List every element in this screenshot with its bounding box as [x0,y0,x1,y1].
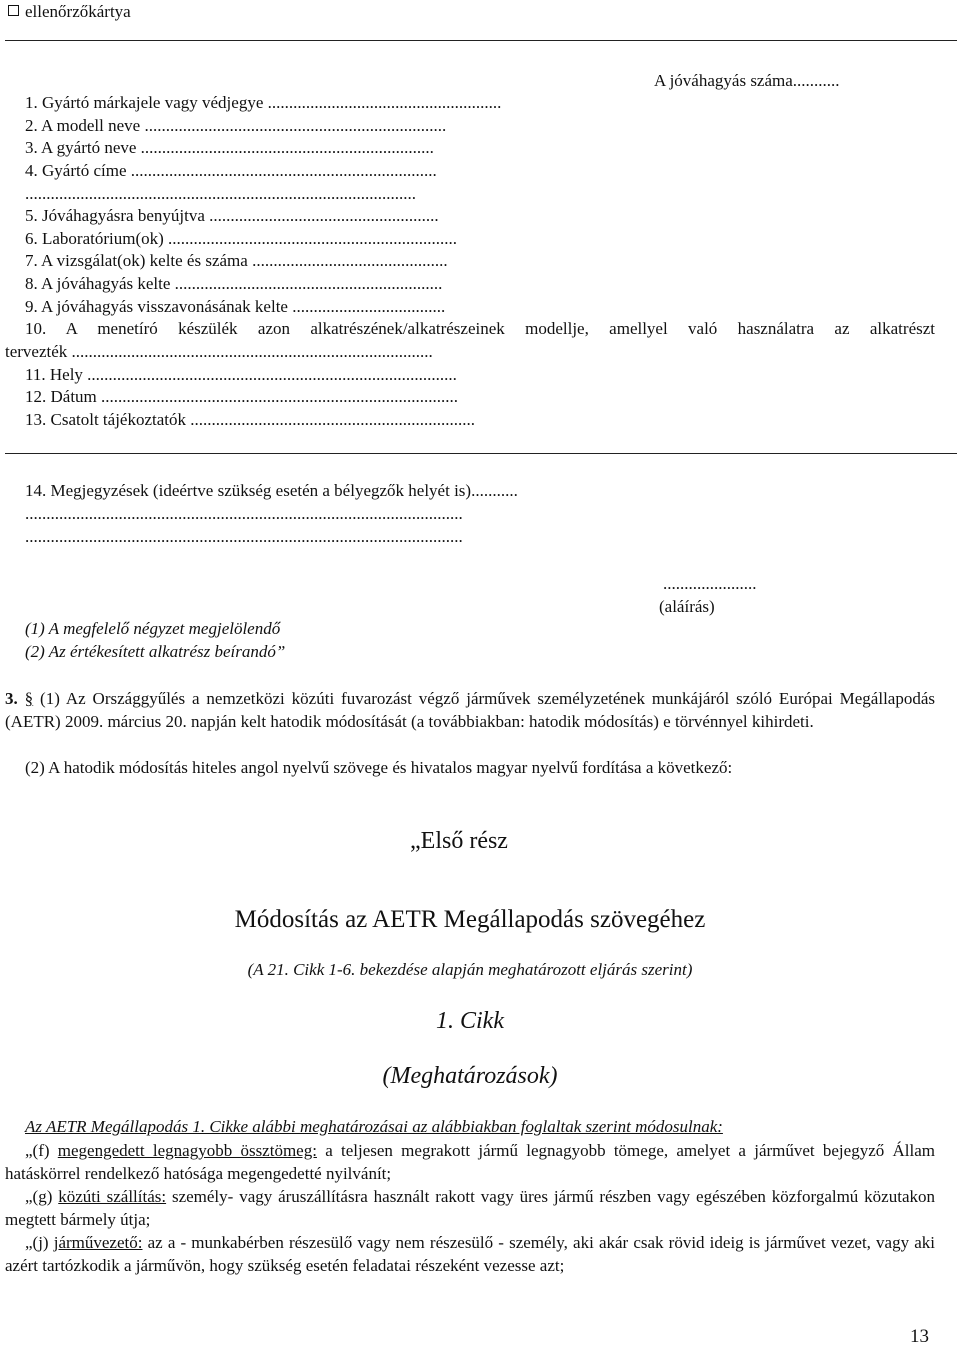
form-item: 12. Dátum .................................................................................... [25,387,459,406]
definition-term: megengedett legnagyobb össztömeg: [57,1141,317,1160]
definition-f [5,1139,935,1185]
form-item: 9. A jóváhagyás visszavonásának kelte .................................... [25,297,446,316]
part-title: „Első rész [410,828,508,854]
definition-g [5,1185,935,1231]
divider [5,453,957,454]
definition-prefix: „(f) [25,1141,58,1160]
notes-line: ....................................................................................................... [25,504,463,523]
footnote: (1) A megfelelő négyzet megjelölendő [25,619,281,638]
checkbox-label: ellenőrzőkártya [25,2,131,21]
definition-term: járművezető: [53,1233,143,1252]
form-item: 6. Laboratórium(ok) .................................................................... [25,229,458,248]
form-item: 7. A vizsgálat(ok) kelte és száma .............................................. [25,251,448,270]
definition-text: az a - munkabérben részesülő vagy nem részesülő - személy, aki akár csak rövid ideig is járművet vezet, vagy aki azért tartózkodik a járművön, hogy szükség esetén feladatai részeként vezesse azt; [5,1233,936,1275]
article-subtitle: (Meghatározások) [382,1063,558,1089]
form-item-10: 10. A menetíró készülék azon alkatrészének/alkatrészeinek modellje, amellyel való használatra az alkatrészt [25,319,935,338]
approval-number-field: A jóváhagyás száma........... [654,71,840,90]
subtitle: (A 21. Cikk 1-6. bekezdése alapján meghatározott eljárás szerint) [247,960,693,979]
definition-text: személy- vagy áruszállításra használt rakott vagy üres jármű részben vagy egészében közforgalmú közutakon megtett bármely útja; [5,1187,935,1229]
form-item: 1. Gyártó márkajele vagy védjegye ....................................................... [25,93,502,112]
checkbox-item[interactable] [8,1,131,23]
form-item-10-cont: tervezték ..................................................................................... [5,342,433,361]
definition-term: közúti szállítás: [58,1187,167,1206]
section-3-paragraph-2: (2) A hatodik módosítás hiteles angol nyelvű szövege és hivatalos magyar nyelvű fordítása a következő: [25,758,733,777]
main-title: Módosítás az AETR Megállapodás szövegéhez [234,906,706,933]
definition-prefix: „(j) [25,1233,54,1252]
form-item: 4. Gyártó címe ........................................................................ [25,161,437,180]
intro-line: Az AETR Megállapodás 1. Cikke alábbi meghatározásai az alábbiakban foglaltak szerint módosulnak: [25,1117,723,1136]
form-item: 2. A modell neve ....................................................................... [25,116,447,135]
form-item: 5. Jóváhagyásra benyújtva ...................................................... [25,206,439,225]
section-3-paragraph-1 [5,687,935,733]
paragraph-symbol: § [24,689,34,708]
form-item: ............................................................................................ [25,184,416,203]
form-item: 8. A jóváhagyás kelte ............................................................... [25,274,443,293]
signature-label: (aláírás) [659,597,715,616]
notes-line: ....................................................................................................... [25,527,463,546]
form-item: 13. Csatolt tájékoztatók ................................................................... [25,410,475,429]
page-number: 13 [910,1326,929,1347]
definition-text: a teljesen megrakott jármű legnagyobb tömege, amelyet a járművet bejegyző Állam hatáskörrel rendelkező hatósága megengedetté nyilvánít; [5,1141,935,1183]
signature-dots: ...................... [663,574,757,593]
divider [5,40,957,41]
definition-j [5,1231,935,1277]
article-title: 1. Cikk [436,1008,504,1034]
definition-prefix: „(g) [25,1187,59,1206]
section-3-text: (1) Az Országgyűlés a nemzetközi közúti fuvarozást végző járművek személyzetének munkájáról szóló Európai Megállapodás (AETR) 2009. március 20. napján kelt hatodik módosítását (a továbbiakban: hatodik módosítás) e törvénnyel kihirdeti. [5,689,936,731]
form-item: 3. A gyártó neve ..................................................................... [25,138,434,157]
notes-line: 14. Megjegyzések (ideértve szükség esetén a bélyegzők helyét is)........... [25,481,518,500]
footnote: (2) Az értékesített alkatrész beírandó” [25,642,286,661]
section-number: 3. [5,689,18,708]
form-item: 11. Hely ....................................................................................... [25,365,457,384]
checkbox-icon[interactable] [8,5,19,16]
